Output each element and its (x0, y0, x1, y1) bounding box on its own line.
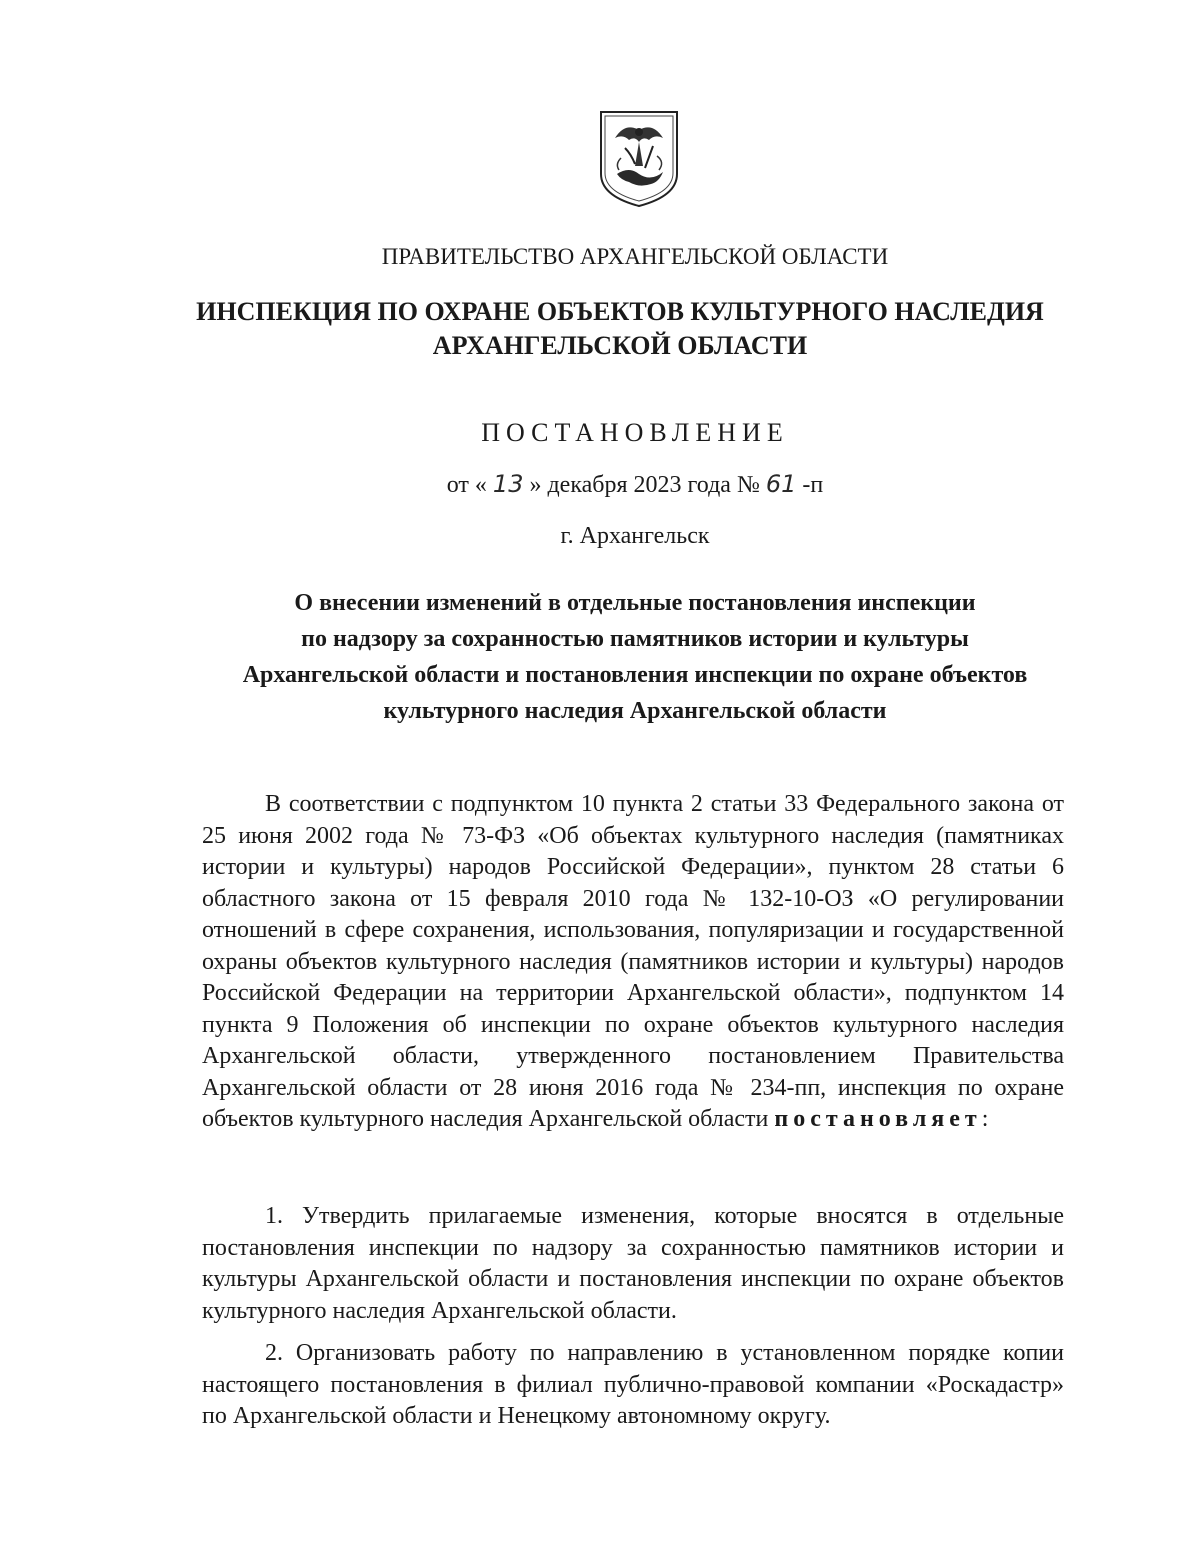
resolves-word: постановляет (774, 1106, 982, 1132)
subject-line-3: Архангельской области и постановления инспекции по охране объектов (242, 662, 1028, 688)
subject-line-4: культурного наследия Архангельской области (383, 698, 887, 724)
date-prefix: от « (446, 472, 487, 498)
decree-date-line (35, 470, 1200, 499)
item-2-paragraph: 2. Организовать работу по направлению в установленном порядке копии настоящего постановления в филиал публично-правовой компании «Роскадастр» по Архангельской области и Ненецкому автономному округу. (202, 1340, 1064, 1429)
inspection-name-line-1: ИНСПЕКЦИЯ ПО ОХРАНЕ ОБЪЕКТОВ КУЛЬТУРНОГО НАСЛЕДИЯ (196, 297, 1044, 326)
decree-day-handwritten: 13 (492, 470, 524, 498)
coat-of-arms-emblem (595, 108, 683, 208)
decree-number-handwritten: 61 (765, 470, 797, 498)
decree-number-suffix: -п (802, 472, 824, 498)
decree-title: ПОСТАНОВЛЕНИЕ (481, 418, 789, 447)
subject-line-2: по надзору за сохранностью памятников истории и культуры (301, 626, 969, 652)
resolves-colon: : (981, 1106, 989, 1132)
subject-line-1: О внесении изменений в отдельные постановления инспекции (294, 590, 976, 616)
item-1-paragraph: 1. Утвердить прилагаемые изменения, которые вносятся в отдельные постановления инспекции по надзору за сохранностью памятников истории и культуры Архангельской области и постановления инспекции по охране объектов культурного наследия Архангельской области. (202, 1203, 1064, 1324)
preamble-paragraph (202, 789, 1064, 1136)
decree-subject (35, 585, 1200, 729)
decree-city: г. Архангельск (560, 523, 710, 549)
government-name: ПРАВИТЕЛЬСТВО АРХАНГЕЛЬСКОЙ ОБЛАСТИ (381, 244, 889, 269)
preamble-text: В соответствии с подпунктом 10 пункта 2 статьи 33 Федерального закона от 25 июня 2002 года № 73-ФЗ «Об объектах культурного наследия (памятниках истории и культуры) народов Российской Федерации», пунктом 28 статьи 6 областного закона от 15 февраля 2010 года № 132-10-ОЗ «О регулировании отношений в сфере сохранения, использования, популяризации и государственной охраны объектов культурного наследия (памятников истории и культуры) народов Российской Федерации на территории Архангельской области», подпунктом 14 пункта 9 Положения об инспекции по охране объектов культурного наследия Архангельской области, утвержденного постановлением Правительства Архангельской области от 28 июня 2016 года № 234-пп, инспекция по охране объектов культурного наследия Архангельской области (202, 791, 1064, 1132)
date-middle: » декабря 2023 года № (529, 472, 760, 498)
inspection-name-line-2: АРХАНГЕЛЬСКОЙ ОБЛАСТИ (432, 331, 808, 360)
inspection-name (20, 295, 1200, 363)
